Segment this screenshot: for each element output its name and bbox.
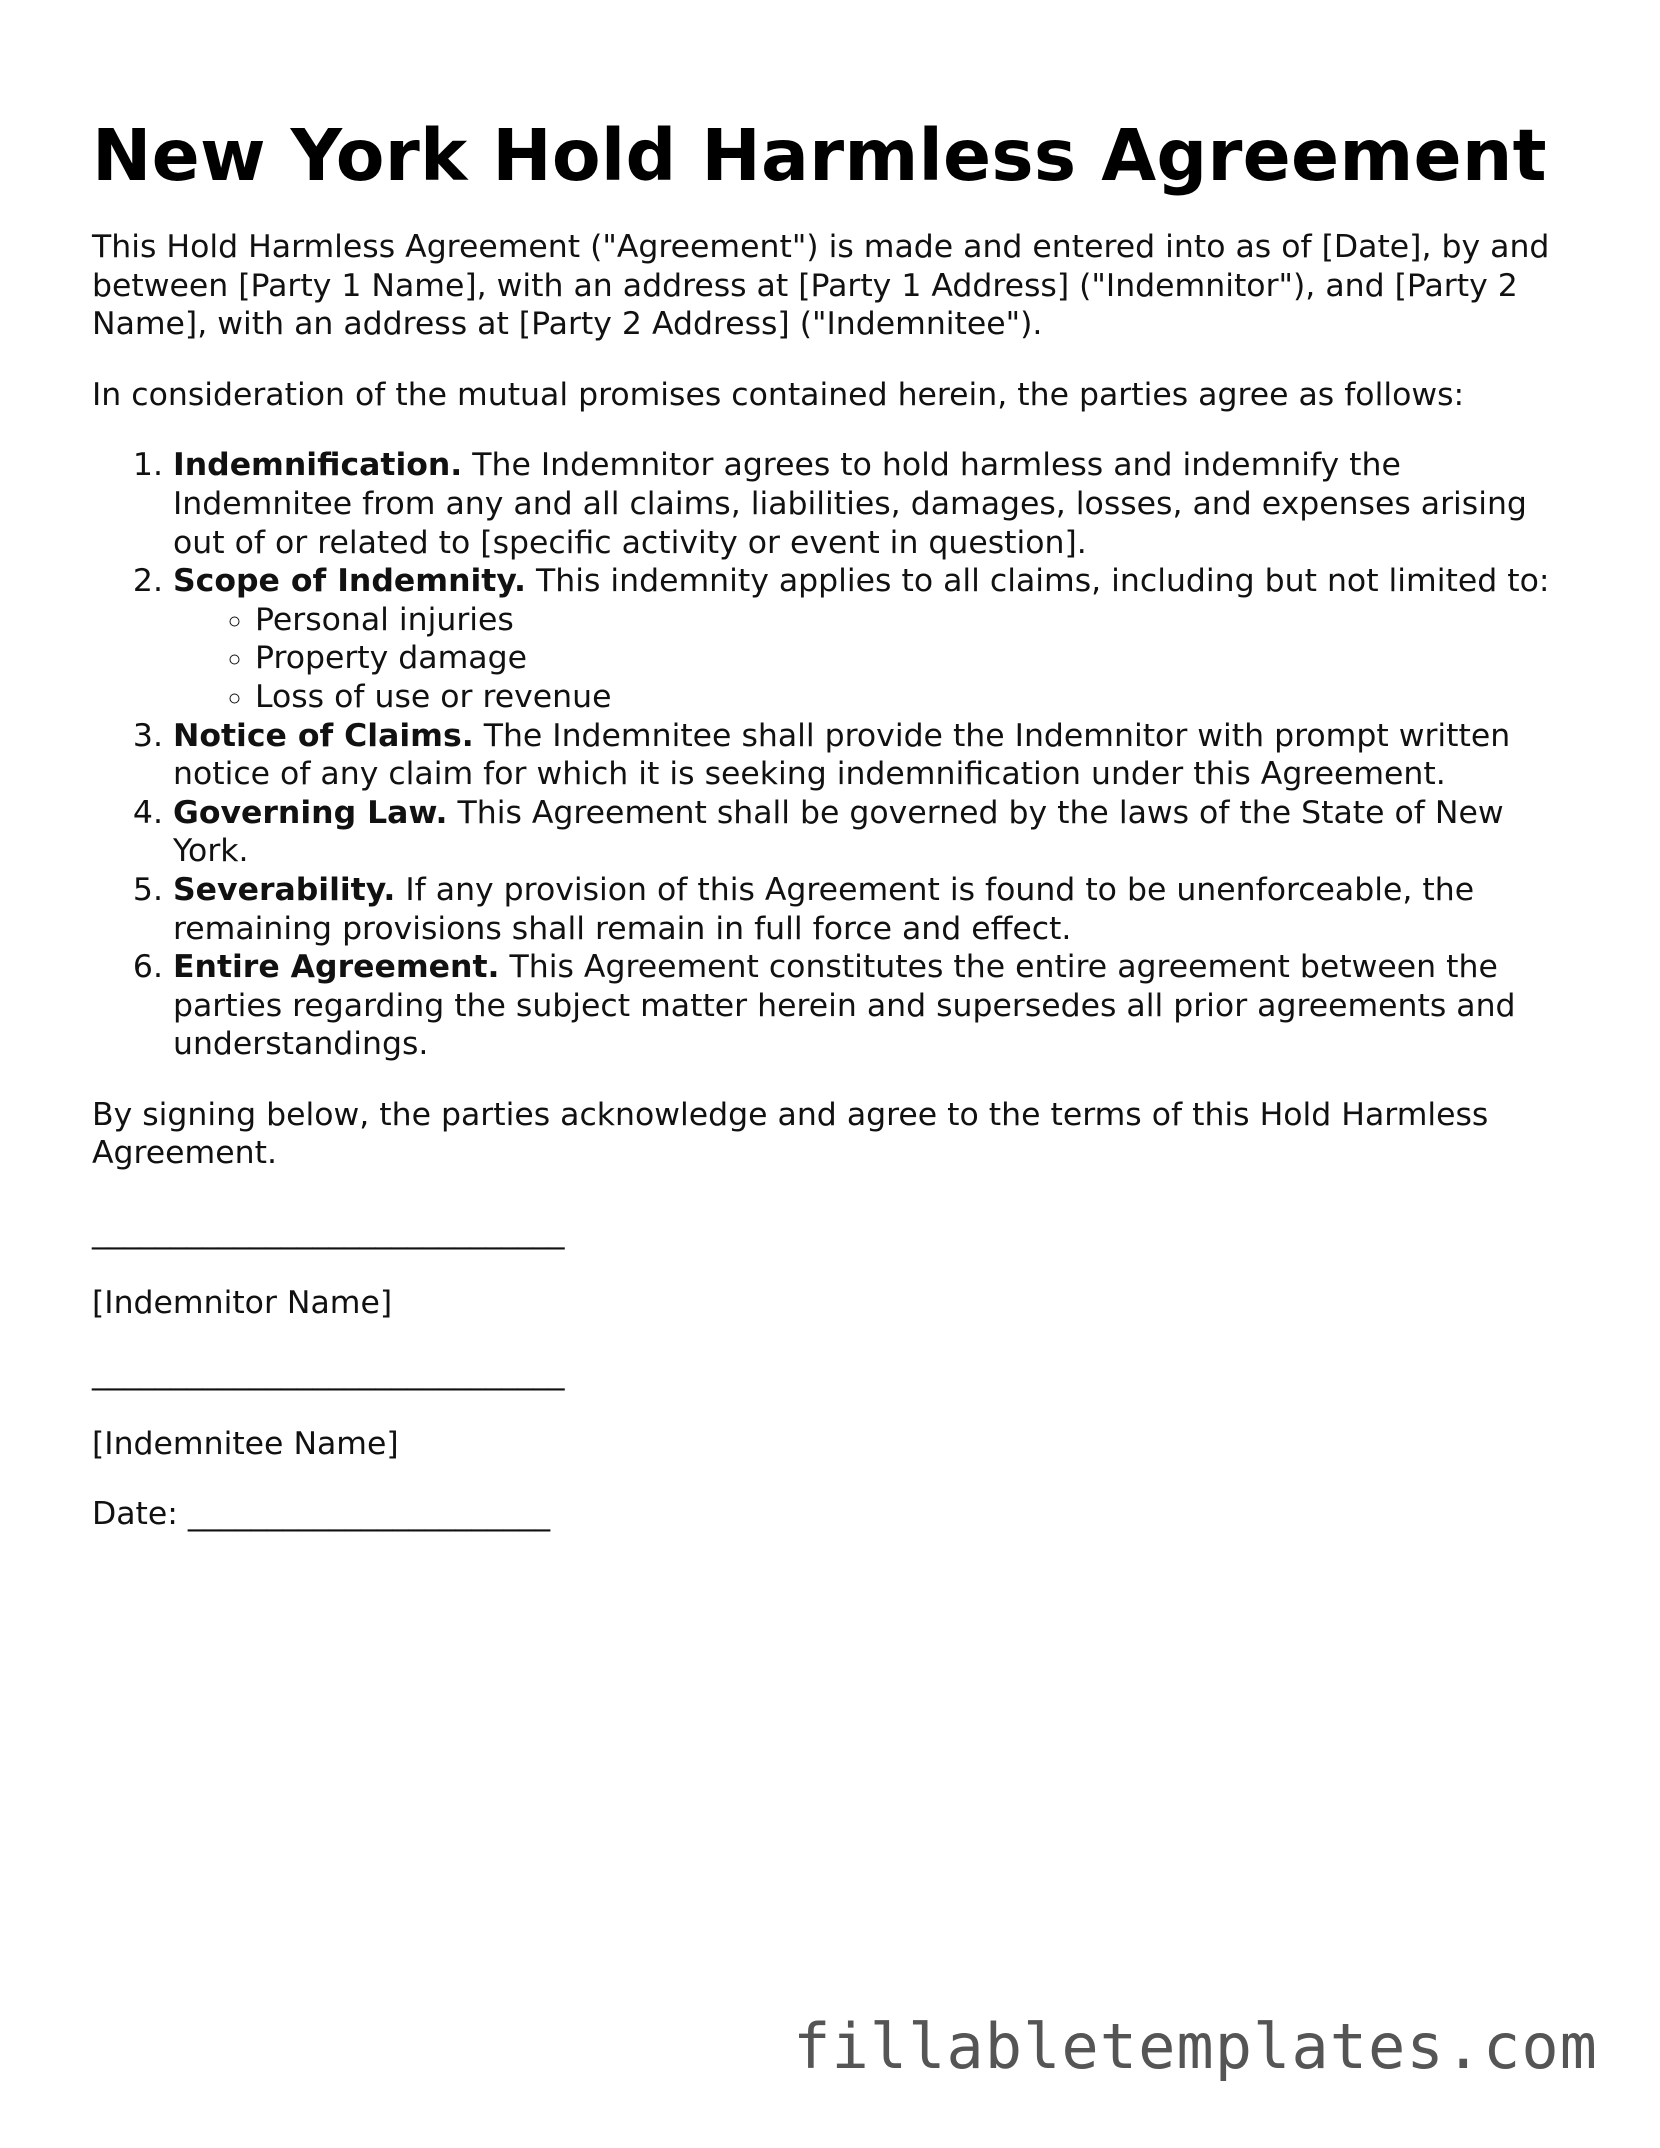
term-item [173, 948, 1572, 1064]
term-heading: Governing Law. [173, 794, 448, 831]
document-title: New York Hold Harmless Agreement [92, 114, 1547, 197]
indemnitor-name: [Indemnitor Name] [92, 1284, 393, 1321]
term-text: The Indemnitee shall provide the Indemnitor with prompt written notice of any claim for which it is seeking indemnification under this Agreement. [173, 717, 1511, 793]
term-item [173, 717, 1572, 794]
indemnitee-signature-line: ______________________________ [92, 1355, 565, 1392]
date-row [92, 1495, 1572, 1534]
indemnitee-name: [Indemnitee Name] [92, 1425, 399, 1462]
term-text: If any provision of this Agreement is found to be unenforceable, the remaining provisions shall remain in full force and effect. [173, 871, 1475, 947]
scope-subitem: ◦ Property damage [255, 639, 1572, 678]
indemnitor-signature-line: ______________________________ [92, 1214, 565, 1251]
term-heading: Severability. [173, 871, 396, 908]
watermark-text: fillabletemplates.com [793, 2010, 1598, 2083]
date-label: Date: [92, 1496, 178, 1533]
closing-paragraph: By signing below, the parties acknowledge and agree to the terms of this Hold Harmless Agreement. [92, 1096, 1489, 1172]
consideration-paragraph: In consideration of the mutual promises contained herein, the parties agree as follows: [92, 376, 1465, 413]
term-text: This Agreement constitutes the entire agreement between the parties regarding the subject matter herein and supersedes all prior agreements and understandings. [173, 949, 1516, 1063]
term-item [173, 562, 1572, 716]
term-heading: Scope of Indemnity. [173, 563, 526, 600]
terms-list [92, 446, 1572, 1064]
document-page [92, 112, 1572, 1534]
date-line: _______________________ [187, 1496, 551, 1533]
term-item [173, 446, 1572, 562]
term-item [173, 871, 1572, 948]
term-item [173, 794, 1572, 871]
term-text: This indemnity applies to all claims, including but not limited to: [525, 563, 1550, 600]
term-text: This Agreement shall be governed by the laws of the State of New York. [173, 794, 1504, 870]
term-text: The Indemnitor agrees to hold harmless and indemnify the Indemnitee from any and all claims, liabilities, damages, losses, and expenses arising out of or related to [specific activity or event in question]. [173, 447, 1527, 561]
term-heading: Entire Agreement. [173, 949, 500, 986]
scope-sublist [173, 601, 1572, 717]
scope-subitem: ◦ Loss of use or revenue [255, 678, 1572, 717]
scope-subitem: ◦ Personal injuries [255, 601, 1572, 640]
term-heading: Notice of Claims. [173, 717, 474, 754]
term-heading: Indemnification. [173, 447, 463, 484]
intro-paragraph: This Hold Harmless Agreement ("Agreement") is made and entered into as of [Date], by and between [Party 1 Name], with an address at [Party 1 Address] ("Indemnitor"), and [Party 2 Name], with an address at [Party 2 Address] ("Indemnitee"). [92, 229, 1550, 343]
